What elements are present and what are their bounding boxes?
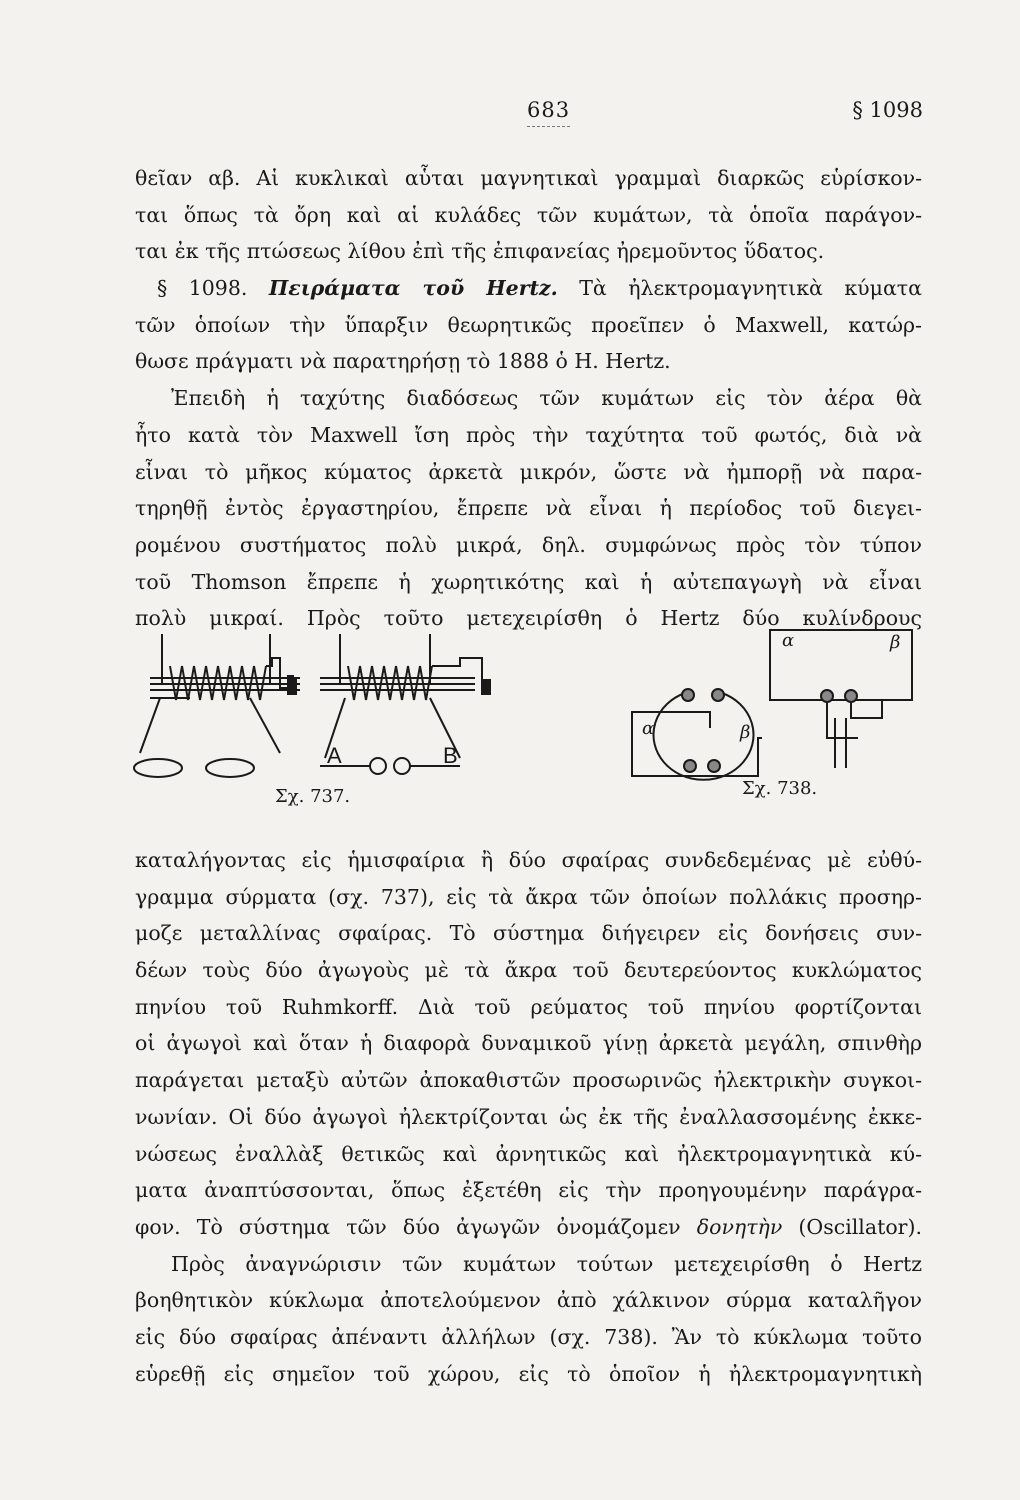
text-line: ρομένου συστήματος πολὺ μικρά, δηλ. συμφώνως πρὸς τὸν τύπον (135, 532, 922, 557)
label-alpha-large: α (782, 630, 795, 651)
page-number: 683 (527, 98, 570, 127)
text-line: ται ἐκ τῆς πτώσεως λίθου ἐπὶ τῆς ἐπιφανείας ἠρεμοῦντος ὕδατος. (135, 239, 825, 264)
text-line: ται ὅπως τὰ ὄρη καὶ αἱ κυλάδες τῶν κυμάτων, τὰ ὁποῖα παράγον- (135, 202, 922, 227)
text-line: εἶναι τὸ μῆκος κύματος ἀρκετὰ μικρόν, ὥστε νὰ ἠμπορῇ νὰ παρα- (135, 459, 922, 484)
text-line: Πρὸς ἀναγνώρισιν τῶν κυμάτων τούτων μετεχειρίσθη ὁ Hertz (171, 1251, 922, 1276)
text-line: μοζε μεταλλίνας σφαίρας. Τὸ σύστημα διήγειρεν εἰς δονήσεις συν- (135, 921, 922, 946)
label-alpha-small: α (642, 718, 655, 739)
section-heading-line (135, 270, 922, 307)
fig737-caption: Σχ. 737. (275, 786, 351, 807)
text-line: Ἐπειδὴ ἡ ταχύτης διαδόσεως τῶν κυμάτων εἰς τὸν ἀέρα θὰ (171, 386, 922, 411)
fig737-right-coil (320, 634, 490, 774)
section-heading-title: Πειράματα τοῦ Hertz. (268, 276, 558, 301)
text-line: θεῖαν αβ. Αἱ κυκλικαὶ αὗται μαγνητικαὶ γραμμαὶ διαρκῶς εὑρίσκον- (135, 166, 922, 190)
label-A: A (327, 743, 342, 768)
section-heading-number: § 1098. (157, 276, 248, 301)
para4-last-before: φον. Τὸ σύστημα τῶν δύο ἀγωγῶν ὀνομάζομεν (135, 1214, 681, 1239)
text-line: τηρηθῇ ἐντὸς ἐργαστηρίου, ἔπρεπε νὰ εἶναι ἡ περίοδος τοῦ διεγει- (135, 496, 922, 521)
page-header (135, 98, 925, 132)
text-line: καταλήγοντας εἰς ἡμισφαίρια ἢ δύο σφαίρας συνδεδεμένας μὲ εὐθύ- (135, 848, 922, 872)
text-line-oscillator (135, 1209, 922, 1246)
text-line: εὑρεθῇ εἰς σημεῖον τοῦ χώρου, εἰς τὸ ὁποῖον ἡ ἠλεκτρομαγνητικὴ (135, 1361, 922, 1386)
text-line: βοηθητικὸν κύκλωμα ἀποτελούμενον ἀπὸ χάλκινον σύρμα καταλῆγον (135, 1288, 922, 1313)
label-beta-small: β (740, 722, 751, 743)
text-line: εἰς δύο σφαίρας ἀπέναντι ἀλλήλων (σχ. 738). Ἂν τὸ κύκλωμα τοῦτο (135, 1324, 922, 1349)
text-line: ἦτο κατὰ τὸν Maxwell ἴση πρὸς τὴν ταχύτητα τοῦ φωτός, διὰ νὰ (135, 422, 922, 447)
section-heading-rest: Τὰ ἠλεκτρομαγνητικὰ κύματα (579, 276, 922, 301)
text-line: νωνίαν. Οἱ δύο ἀγωγοὶ ἠλεκτρίζονται ὡς ἐκ τῆς ἐναλλασσομένης ἐκκε- (135, 1104, 922, 1129)
text-block-top (135, 160, 922, 637)
text-line: θωσε πράγματι νὰ παρατηρήσῃ τὸ 1888 ὁ Η. Hertz. (135, 349, 671, 374)
text-line: παράγεται μεταξὺ αὐτῶν ἀποκαθιστῶν προσωρινῶς ἠλεκτρικὴν συγκοι- (135, 1068, 922, 1093)
text-line: τῶν ὁποίων τὴν ὕπαρξιν θεωρητικῶς προεῖπεν ὁ Maxwell, κατώρ- (135, 312, 922, 337)
text-line: ματα ἀναπτύσσονται, ὅπως ἐξετέθη εἰς τὴν προηγουμένην παράγρα- (135, 1178, 922, 1203)
text-line: πολὺ μικραί. Πρὸς τοῦτο μετεχειρίσθη ὁ Hertz δύο κυλίνδρους (135, 606, 922, 631)
text-line: πηνίου τοῦ Ruhmkorff. Διὰ τοῦ ρεύματος τοῦ πηνίου φορτίζονται (135, 994, 922, 1019)
para4-last-after: (Oscillator). (798, 1214, 922, 1239)
fig737-left-coil (134, 634, 300, 777)
para4-last-italic: δονητὴν (696, 1214, 783, 1239)
section-marker: § 1098 (852, 98, 923, 122)
text-line: νώσεως ἐναλλὰξ θετικῶς καὶ ἀρνητικῶς καὶ ἠλεκτρομαγνητικὰ κύ- (135, 1141, 922, 1166)
label-beta-large: β (890, 632, 901, 653)
text-line: δέων τοὺς δύο ἀγωγοὺς μὲ τὰ ἄκρα τοῦ δευτερεύοντος κυκλώματος (135, 958, 922, 983)
label-B: B (443, 743, 458, 768)
fig738-circle-resonator (653, 689, 753, 780)
fig738-caption: Σχ. 738. (742, 778, 818, 799)
text-line: τοῦ Thomson ἔπρεπε ἡ χωρητικότης καὶ ἡ αὐτεπαγωγὴ νὰ εἶναι (135, 569, 922, 594)
text-line: γραμμα σύρματα (σχ. 737), εἰς τὰ ἄκρα τῶν ὁποίων πολλάκις προσηρ- (135, 884, 922, 909)
text-line: οἱ ἀγωγοὶ καὶ ὅταν ἡ διαφορὰ δυναμικοῦ γίνῃ ἀρκετὰ μεγάλη, σπινθὴρ (135, 1031, 922, 1056)
figures-area (130, 618, 930, 818)
text-block-bottom (135, 842, 922, 1392)
